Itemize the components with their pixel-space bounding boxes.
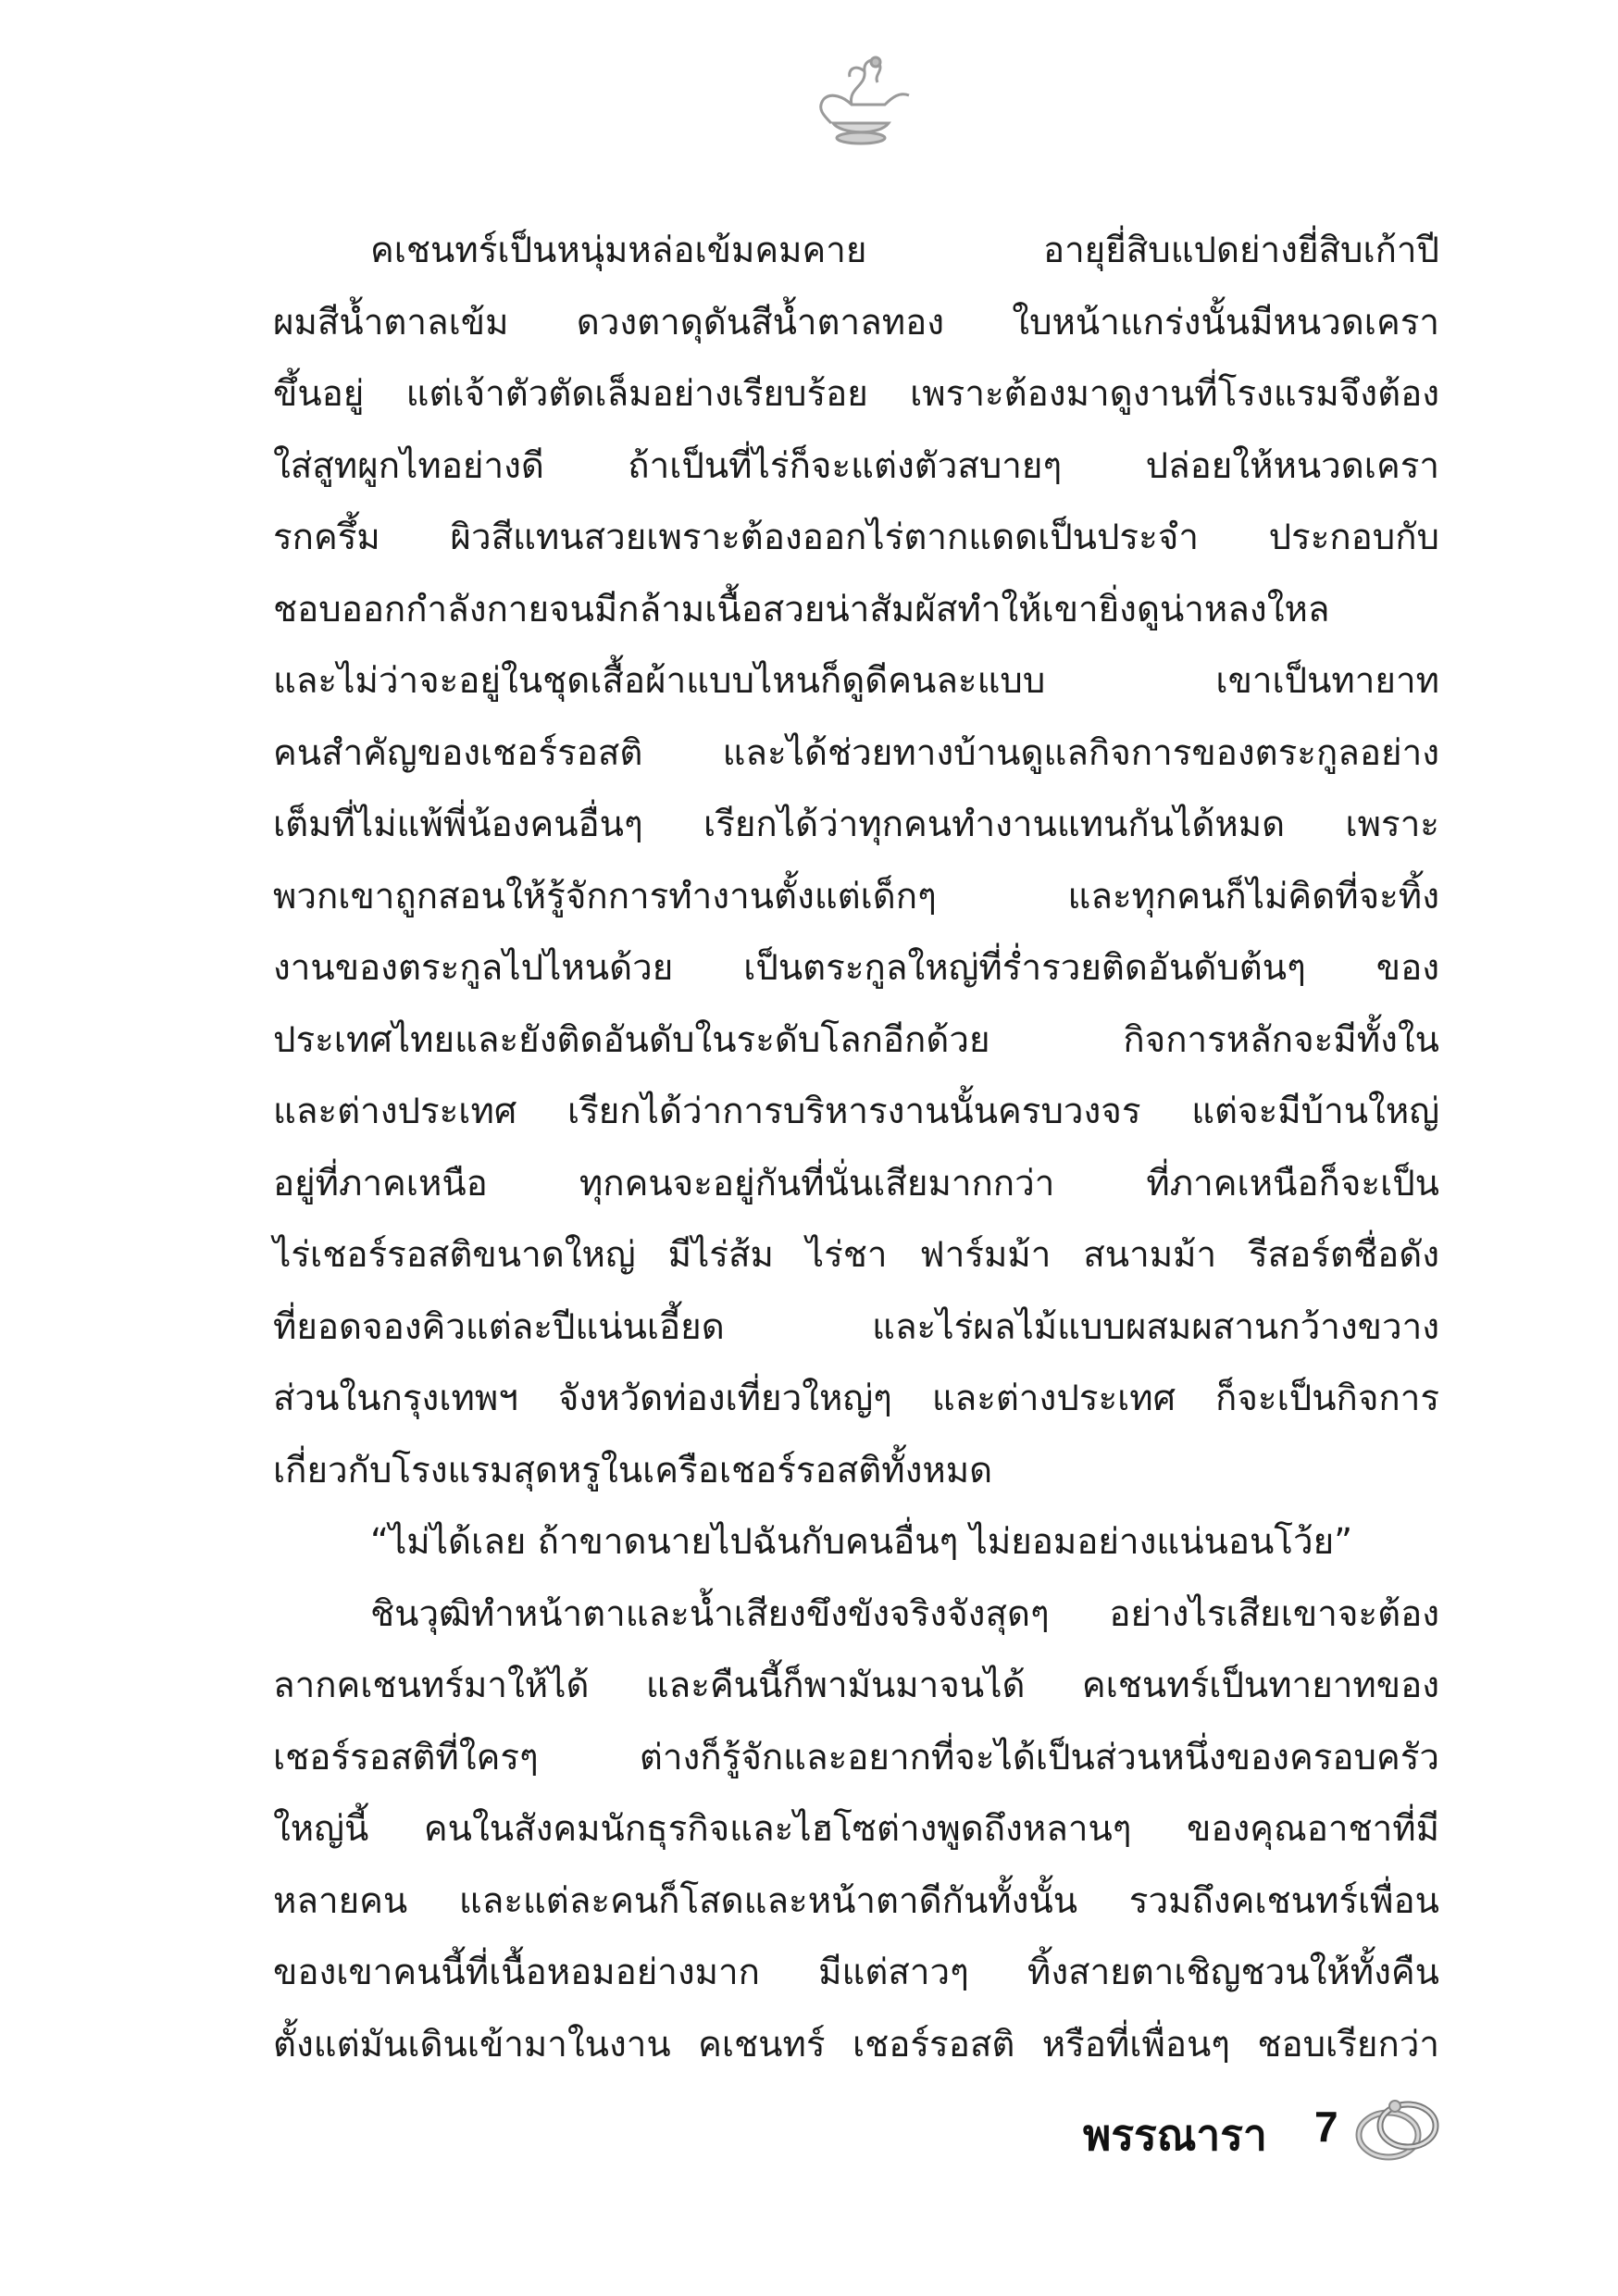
text-line: งานของตระกูลไปไหนด้วย เป็นตระกูลใหญ่ที่ร่ำรวยติดอันดับต้นๆ ของ (273, 947, 1439, 989)
footer (1064, 2083, 1453, 2185)
text-line: ใส่สูทผูกไทอย่างดี ถ้าเป็นที่ไร่ก็จะแต่งตัวสบายๆ ปล่อยให้หนวดเครา (273, 444, 1439, 487)
text-line: เชอร์รอสติที่ใครๆ ต่างก็รู้จักและอยากที่จะได้เป็นส่วนหนึ่งของครอบครัว (273, 1736, 1439, 1778)
genie-lamp-icon (796, 51, 926, 153)
text-line: หลายคน และแต่ละคนก็โสดและหน้าตาดีกันทั้งนั้น รวมถึงคเชนทร์เพื่อน (273, 1879, 1439, 1922)
body-text (273, 215, 1439, 2080)
wedding-rings-icon (1347, 2090, 1444, 2169)
page-number: 7 (1314, 2103, 1338, 2151)
text-line: ส่วนในกรุงเทพฯ จังหวัดท่องเที่ยวใหญ่ๆ และต่างประเทศ ก็จะเป็นกิจการ (273, 1378, 1439, 1419)
text-line: เต็มที่ไม่แพ้พี่น้องคนอื่นๆ เรียกได้ว่าทุกคนทำงานแทนกันได้หมด เพราะ (273, 804, 1439, 845)
text-line: และไม่ว่าจะอยู่ในชุดเสื้อผ้าแบบไหนก็ดูดีคนละแบบ เขาเป็นทายาท (273, 660, 1439, 702)
text-line: ของเขาคนนี้ที่เนื้อหอมอย่างมาก มีแต่สาวๆ ทิ้งสายตาเชิญชวนให้ทั้งคืน (273, 1952, 1439, 1993)
text-line: ประเทศไทยและยังติดอันดับในระดับโลกอีกด้วย กิจการหลักจะมีทั้งใน (273, 1018, 1439, 1061)
text-line: พวกเขาถูกสอนให้รู้จักการทำงานตั้งแต่เด็กๆ และทุกคนก็ไม่คิดที่จะทิ้ง (273, 875, 1439, 917)
text-line: คเชนทร์เป็นหนุ่มหล่อเข้มคมคาย อายุยี่สิบแปดย่างยี่สิบเก้าปี (370, 230, 1439, 271)
text-line: ขึ้นอยู่ แต่เจ้าตัวตัดเล็มอย่างเรียบร้อย เพราะต้องมาดูงานที่โรงแรมจึงต้อง (273, 373, 1439, 415)
text-line: คนสำคัญของเชอร์รอสติ และได้ช่วยทางบ้านดูแลกิจการของตระกูลอย่าง (273, 731, 1439, 774)
text-line: และต่างประเทศ เรียกได้ว่าการบริหารงานนั้นครบวงจร แต่จะมีบ้านใหญ่ (273, 1091, 1439, 1132)
text-line: ที่ยอดจองคิวแต่ละปีแน่นเอี้ยด และไร่ผลไม้แบบผสมผสานกว้างขวาง (273, 1305, 1439, 1348)
text-line: ลากคเชนทร์มาให้ได้ และคืนนี้ก็พามันมาจนได้ คเชนทร์เป็นทายาทของ (273, 1665, 1439, 1706)
text-line: รกครึ้ม ผิวสีแทนสวยเพราะต้องออกไร่ตากแดดเป็นประจำ ประกอบกับ (273, 517, 1439, 558)
text-line: ชินวุฒิทำหน้าตาและน้ำเสียงขึงขังจริงจังสุดๆ อย่างไรเสียเขาจะต้อง (370, 1592, 1439, 1635)
text-line: ใหญ่นี้ คนในสังคมนักธุรกิจและไฮโซต่างพูดถึงหลานๆ ของคุณอาชาที่มี (273, 1808, 1439, 1850)
text-line: “ไม่ได้เลย ถ้าขาดนายไปฉันกับคนอื่นๆ ไม่ยอมอย่างแน่นอนโว้ย” (370, 1521, 1353, 1563)
text-line: อยู่ที่ภาคเหนือ ทุกคนจะอยู่กันที่นั่นเสียมากกว่า ที่ภาคเหนือก็จะเป็น (273, 1162, 1439, 1204)
book-title: พรรณารา (1083, 2110, 1267, 2160)
text-line: ผมสีน้ำตาลเข้ม ดวงตาดุดันสีน้ำตาลทอง ใบหน้าแกร่งนั้นมีหนวดเครา (273, 301, 1439, 343)
text-line: เกี่ยวกับโรงแรมสุดหรูในเครือเชอร์รอสติทั้งหมด (273, 1449, 993, 1491)
text-line: ไร่เชอร์รอสติขนาดใหญ่ มีไร่ส้ม ไร่ชา ฟาร์มม้า สนามม้า รีสอร์ตชื่อดัง (273, 1234, 1439, 1276)
text-line: ตั้งแต่มันเดินเข้ามาในงาน คเชนทร์ เชอร์รอสติ หรือที่เพื่อนๆ ชอบเรียกว่า (273, 2023, 1439, 2065)
text-line: ชอบออกกำลังกายจนมีกล้ามเนื้อสวยน่าสัมผัสทำให้เขายิ่งดูน่าหลงใหล (273, 588, 1330, 630)
